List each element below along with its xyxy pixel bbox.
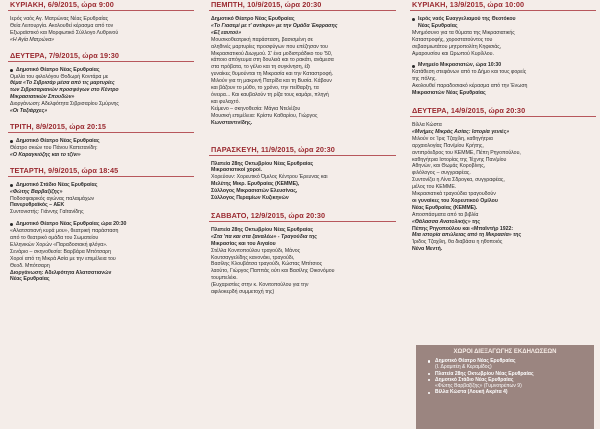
event-text: Ίριδος Τζαχίλη, θα διαβάσει η ηθοποιός [412,239,503,246]
event-text: γυναίκες θυμούνται τη Μικρασία και την Καταστροφή. [211,71,334,78]
event-text: Μικρασιατικού Διωγμού. Σ' ένα μοδιστράδικο του '50, [211,50,333,57]
event-text: Ελληνικών Χορών «Παραδοσιακή φλόγα». [10,241,108,248]
event-text: από το θεατρικό ομάδα του Σωματείου [10,235,99,242]
event-text: Συντονιστής: Γιάννης Γαϊτανίδης [10,209,84,216]
venue: Πλατεία 28ης Οκτωβρίου Νέας Ερυθραίας [211,226,314,233]
venue-item: Πλατεία 28ης Οκτωβρίου Νέας Ερυθραίας [416,371,594,377]
venue-address: «Φώτης Βαρβαξίζης» (Γυμνοτρέπων 9) [435,383,522,390]
venue: Δημοτικό Θέατρο Νέας Ερυθραίας [8,67,194,74]
event-text: Ακολουθεί παραδοσιακό κέρασμα από την Ένωση [412,83,528,90]
day-header: ΠΕΜΠΤΗ, 10/9/2015, ώρα 20:30 [209,0,396,11]
event-text: της πόλης. [412,76,437,83]
event-text: Μελέτης Μικρ. Ερυθραίας (ΚΕΜΜΕ), [211,181,300,188]
venue: Βίλλα Κώστα [412,121,442,128]
event-text: Νέας Ερυθραίας (ΚΕΜΜΕ). [412,204,478,211]
program-column-left [8,0,194,429]
organizer: Μικρασιατών Νέας Ερυθραίας [412,90,486,97]
event-text: οι γυναίκες του Χορευτικού Ομίλου [412,197,498,204]
event-text: καθηγήτρια Ιστορίας της Τέχνης Παν/μίου [412,156,507,163]
event-text: Θεία Λειτουργία. Ακολουθεί κέρασμα από τον [10,22,114,29]
event-text: στα πρόβατα, το γέλιο και τη συγκίνηση, έξι [211,64,311,71]
organizer: «Οι Ταξιάρχες» [10,108,48,115]
event-text: Καταστροφής, χοροστατούντος του [412,36,493,43]
event-text: Χορεύουν: Χορευτικό Όμιλος Κέντρου Έρευνας και [211,174,328,181]
event-text: Ποδοσφαιρικός αγώνας παλαιμάχων [10,195,95,202]
event-text: και φυλαχτό. [211,98,240,105]
event-text: Πανερυθραϊκός – ΑΕΚ [10,202,65,209]
event-title: Μικρασιατικοί χοροί. [211,167,262,174]
venue: Δημοτικό Θέατρο Νέας Ερυθραίας ώρα 20:30 [8,221,194,228]
event-text: κάποιο απόγευμα στη δουλειά και το ρακάτι, ανάμεσα [211,57,334,64]
event-title: «Ο Καραγκιόζης και το τζίνι» [10,151,81,158]
day-header: ΠΑΡΑΣΚΕΥΗ, 11/9/2015, ώρα 20:30 [209,145,396,156]
venue: Ιερός ναός Αγ. Ματρώνας Νέας Ερυθραίας [10,16,109,22]
organizer: Διοργάνωση: Αδελφότητα Σιβρισαρίου Σμύρνης [10,101,119,108]
credits: Μουσική επιμέλεια: Κρίστυ Καθαρίου, Γιώργος [211,112,318,119]
venue-address: (Ι. Δραμιτέη & Κεραμίδος) [435,364,492,371]
event-text: Μουσικοθεατρική παράσταση, βασισμένη σε [211,36,313,43]
event-text: μέλος του ΚΕΜΜΕ. [412,184,457,191]
venue: Πλατεία 28ης Οκτωβρίου Νέας Ερυθραίας [211,160,314,167]
venue: Δημοτικό Στάδιο Νέας Ερυθραίας [8,182,194,189]
event-text: όνειρα... Και καυβαλούν τη ρίζα τους καμάρι, πληγή [211,91,329,98]
event-text: αφιλοκερδή συμμετοχή της) [211,289,275,296]
event-text: (Ευχαριστίες στην κ. Κονιτοπούλου για την [211,282,309,289]
day-header: ΔΕΥΤΕΡΑ, 14/9/2015, ώρα 20:30 [410,106,596,117]
event-text: Βασίλης Κλουβάτσα τραγούδι, Κώστας Μπίτσιος [211,261,323,268]
event-title: «Εξ εαυτού» [211,29,242,36]
event-title: «Στα 'πα και στα ξαναλέω» - Τραγούδια της [211,233,317,240]
venue-item: Δημοτικό Στάδιο Νέας Ερυθραίας [416,377,594,383]
event-text: Θέατρο σκιών του Πάνου Καπετανίδη: [10,144,98,151]
event-text: «Η Αγία Ματρώνα» [10,36,55,43]
day-header: ΤΡΙΤΗ, 8/9/2015, ώρα 20:15 [8,122,194,133]
event-text: Αποσπάσματα από τα βιβλία [412,211,479,218]
event-text: Μικρασιατικά τραγούδια τραγουδούν [412,191,496,198]
event-text: Πέπης Ρηγοπούλου και «Μπαϊντήρ 1922: [412,225,514,232]
venue: Νέας Ερυθραίας [418,22,458,29]
event-text: αληθινές μαρτυρίες προσφύγων που επέζησαν του [211,43,328,50]
event-text: Κουτσαγγελίδης κανονάκι, τραγούδι, [211,254,295,261]
organizer: Νέας Ερυθραίας [10,276,50,283]
venue: Μνημείο Μικρασιατών, ώρα 10:30 [410,62,596,69]
credits: Κείμενο – σκηνοθεσία: Μάγια Ντελέζου [211,105,301,112]
event-text: Μιλούν οι: Ίρις Τζαχίλη, καθηγήτρια [412,135,493,142]
event-text: Εξωραϊστικό και Μορφωτικό Σύλλογο Λυθρινού [10,29,119,36]
day-header: ΔΕΥΤΕΡΑ, 7/9/2015, ώρα 19:30 [8,51,194,62]
event-text: και βάζουν το μύθο, το χρόνο, την πείθαρξη, τα [211,85,319,92]
venues-title: ΧΩΡΟΙ ΔΙΕΞΑΓΩΓΗΣ ΕΚΔΗΛΩΣΕΩΝ [453,349,557,355]
event-text: Στέλλα Κονιτοπούλου τραγούδι, Μάνος [211,247,301,254]
event-text: Ομιλία του φιλολόγου Θοδωρή Κοντάρα με [10,73,109,80]
event-text: Μνημόσυνο για τα θύματα της Μικρασιατικής [412,29,515,36]
organizer: Διοργάνωση: Αδελφότητα Αλατσατιανών [10,269,112,276]
event-text: Κατάθεση στεφάνων από το Δήμο και τους φορείς [412,69,527,76]
credits: Κωνσταντινίδης. [211,119,253,126]
event-text: Μιλούν για τη μακρινή Πατρίδα και τη Βυσία. Κάβουν [211,78,332,85]
event-text: λαούτο, Γιώργος Παππάς ούτι και Βασίλης Οικονόμου [211,268,335,275]
event-title: «Μνήμες Μικράς Ασίας: Ιστορία γενιές» [412,128,510,135]
day-header: ΣΑΒΒΑΤΟ, 12/9/2015, ώρα 20:30 [209,211,396,222]
venue: Δημοτικό Θέατρο Νέας Ερυθραίας [211,16,295,22]
event-text: σεβασμιωτάτου μητροπολίτη Κηφισιάς, [412,43,502,50]
day-header: ΚΥΡΙΑΚΗ, 13/9/2015, ώρα 10:00 [410,0,596,11]
venue-item: Δημοτικό Θέατρο Νέας Ερυθραίας [416,358,594,364]
event-title: «Το Γιασεμί με τ' αντίκρυ» με την Ομάδα Έκφρασης [211,22,338,29]
event-text: Νένα Μεντή. [412,246,443,253]
venue: Δημοτικό Θέατρο Νέας Ερυθραίας [8,138,194,145]
event-text: Θεοδ. Μπότσαρη [10,262,50,269]
event-title: θέμα «Το Σιβρισάρ μέσα από τις μαρτυρίες [10,80,115,87]
event-title: «Θάλασσα Ανατολικής» της [412,218,481,225]
event-text: Σύλλογος Μικρασιατών Ελευσίνας, [211,188,298,195]
venues-box [416,345,594,429]
event-title: «Φώτης Βαρβαξίζης» [10,188,63,195]
day-header: ΚΥΡΙΑΚΗ, 6/9/2015, ώρα 9:00 [8,0,194,11]
event-title: Μικρασίας και του Αιγαίου [211,240,276,247]
event-text: Σύλλογος Περαμίων Κυζικηνών [211,195,289,202]
venue-item: Βίλλα Κώστα (Λουκή Ακρίτα 4) [416,389,594,395]
event-text: Σενάριο – σκηνοθεσία: Βαρβάρα Μπότσαρη [10,248,111,255]
event-text: φιλόλογος – συγγραφέας. [412,170,471,177]
event-text: Συντονίζει η Λίνα Σδρογκα, συγγραφέας, [412,177,505,184]
program-column-middle [209,0,396,429]
venue: Ιερός ναός Ευαγγελιαμού της Θεοτόκου [410,16,596,23]
event-text: αρχαιολογίας Παν/μίου Κρήτης, [412,142,484,149]
event-text: Αμαρουσίου και Ωρωπού Κυρίλλου. [412,50,494,57]
event-text: «Αλατσατιανή κυρά μου», θεατρική παράσταση [10,228,119,235]
event-text: αντιπρόεδρος του ΚΕΜΜΕ, Πέπη Ρηγοπούλου, [412,149,521,156]
event-title: Μικρασιατικών Σπουδών» [10,94,75,101]
event-title: των Σιβρισαριανών προσφύγων στο Κέντρο [10,87,119,94]
day-header: ΤΕΤΑΡΤΗ, 9/9/2015, ώρα 18:45 [8,166,194,177]
event-title: Μια ιστορία απώλειας από τη Μικρασία» της [412,232,522,239]
event-text: τουμπελέκι. [211,275,238,282]
event-text: Αθηνών, και Θωμάς Κοροβίνης, [412,163,486,170]
event-text: Χοροί από τη Μικρά Ασία με την επιμέλεια του [10,255,116,262]
